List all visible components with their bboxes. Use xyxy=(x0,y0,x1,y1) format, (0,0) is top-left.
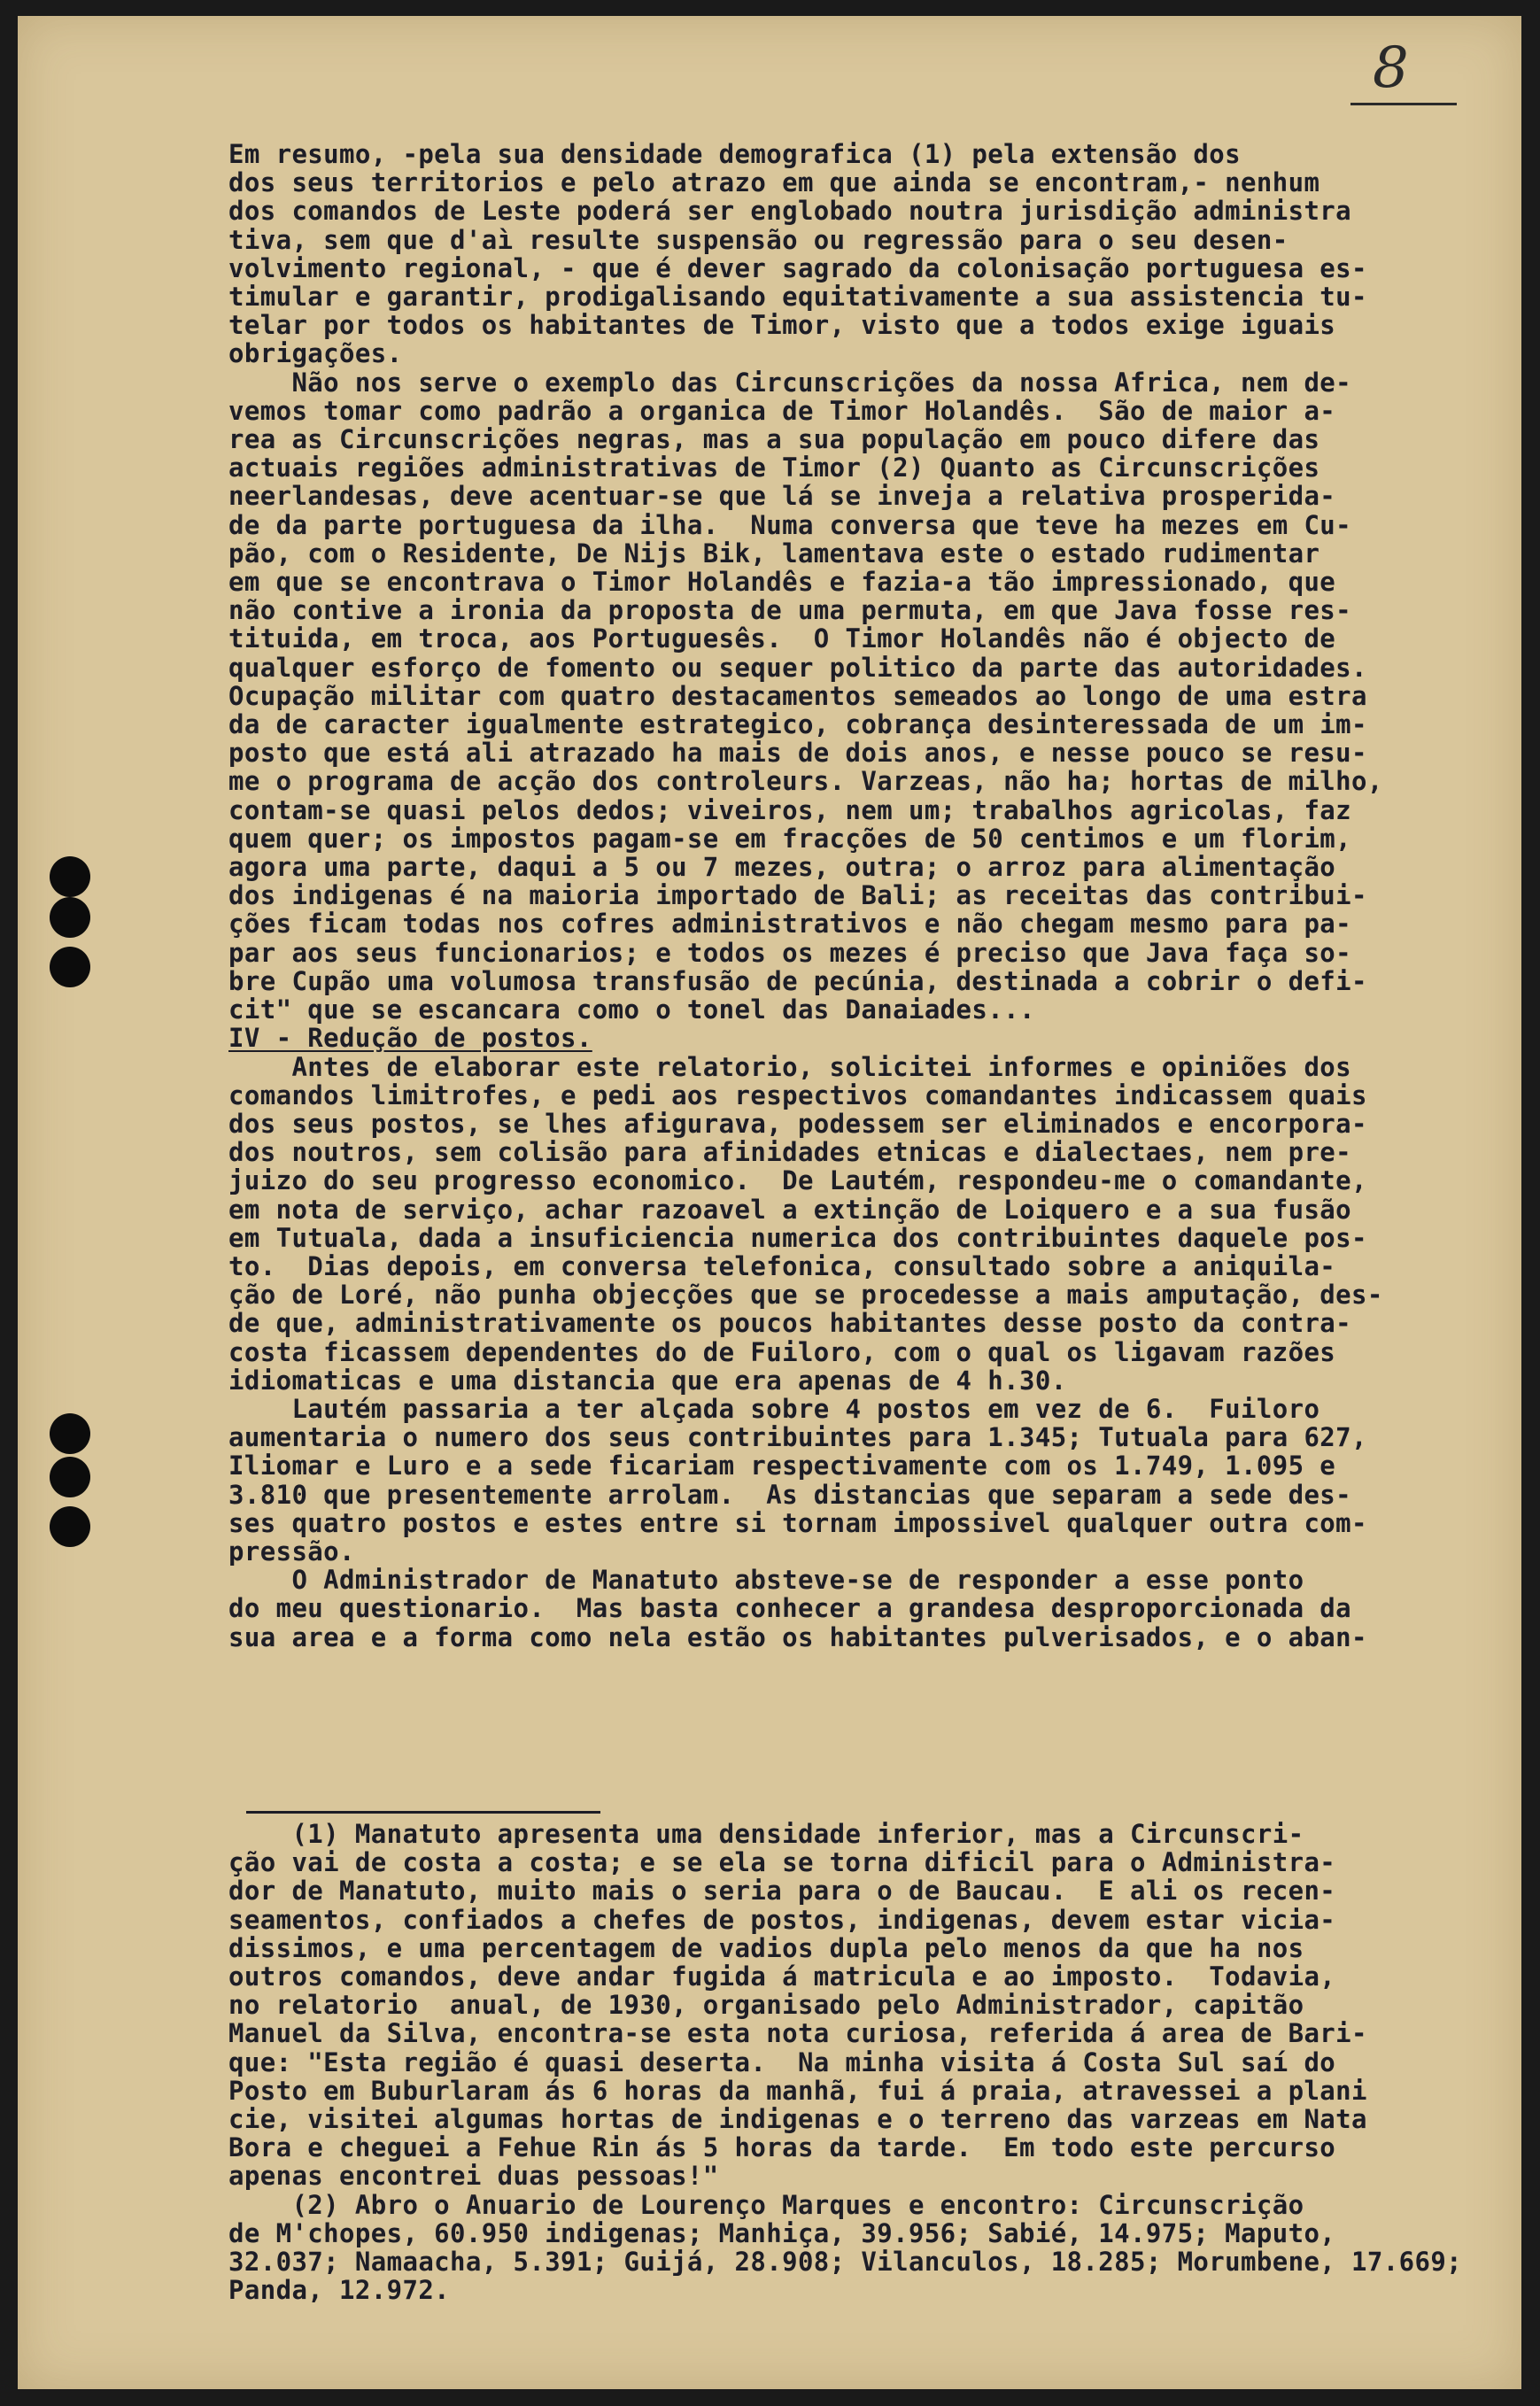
footnote-line: outros comandos, deve andar fugida á matricula e ao imposto. Todavia, xyxy=(228,1961,1336,1992)
text-line: telar por todos os habitantes de Timor, visto que a todos exige iguais xyxy=(228,310,1336,341)
page-number-underline xyxy=(1350,103,1457,105)
text-line: dos noutros, sem colisão para afinidades etnicas e dialectaes, nem pre- xyxy=(228,1137,1352,1168)
text-line: volvimento regional, - que é dever sagrado da colonisação portuguesa es- xyxy=(228,252,1367,283)
text-line: sua area e a forma como nela estão os habitantes pulverisados, e o aban- xyxy=(228,1621,1367,1652)
footnote-line: que: "Esta região é quasi deserta. Na minha visita á Costa Sul saí do xyxy=(228,2046,1336,2077)
text-line: to. Dias depois, em conversa telefonica, consultado sobre a aniquila- xyxy=(228,1250,1336,1281)
section-heading: IV - Redução de postos. xyxy=(228,1023,592,1054)
text-line: posto que está ali atrazado ha mais de dois anos, e nesse pouco se resu- xyxy=(228,738,1367,769)
text-line: comandos limitrofes, e pedi aos respectivos comandantes indicassem quais xyxy=(228,1079,1367,1110)
footnote-line: (1) Manatuto apresenta uma densidade inferior, mas a Circunscri- xyxy=(228,1819,1304,1849)
text-line: do meu questionario. Mas basta conhecer a grandesa desproporcionada da xyxy=(228,1593,1352,1624)
text-line: aumentaria o numero dos seus contribuintes para 1.345; Tutuala para 627, xyxy=(228,1422,1367,1453)
body-text xyxy=(228,140,1513,1652)
text-line: em que se encontrava o Timor Holandês e fazia-a tão impressionado, que xyxy=(228,567,1336,598)
text-line: em nota de serviço, achar razoavel a extinção de Loiquero e a sua fusão xyxy=(228,1194,1352,1225)
text-line: obrigações. xyxy=(228,338,403,369)
text-line: 3.810 que presentemente arrolam. As distancias que separam a sede des- xyxy=(228,1479,1352,1510)
footnote-line: dor de Manatuto, muito mais o seria para o de Baucau. E ali os recen- xyxy=(228,1876,1336,1907)
footnote-line: seamentos, confiados a chefes de postos, indigenas, devem estar vicia- xyxy=(228,1904,1336,1935)
footnote-line: Panda, 12.972. xyxy=(228,2275,451,2306)
footnote-line: no relatorio anual, de 1930, organisado pelo Administrador, capitão xyxy=(228,1990,1304,2021)
page-number: 8 xyxy=(1373,35,1409,101)
text-line: Lautém passaria a ter alçada sobre 4 postos em vez de 6. Fuiloro xyxy=(228,1393,1320,1424)
text-line: bre Cupão uma volumosa transfusão de pecúnia, destinada a cobrir o defi- xyxy=(228,965,1367,996)
footnote-line: ção vai de costa a costa; e se ela se torna dificil para o Administra- xyxy=(228,1847,1336,1878)
punch-hole xyxy=(50,1457,90,1497)
text-line: quem quer; os impostos pagam-se em fracções de 50 centimos e um florim, xyxy=(228,823,1352,854)
text-line: Ocupação militar com quatro destacamentos semeados ao longo de uma estra xyxy=(228,680,1367,711)
text-line: ses quatro postos e estes entre si tornam impossivel qualquer outra com- xyxy=(228,1507,1367,1538)
text-line: vemos tomar como padrão a organica de Timor Holandês. São de maior a- xyxy=(228,395,1336,426)
text-line: Iliomar e Luro e a sede ficariam respectivamente com os 1.749, 1.095 e xyxy=(228,1451,1336,1482)
footnote-line: Posto em Buburlaram ás 6 horas da manhã, fui á praia, atravessei a plani xyxy=(228,2075,1367,2106)
footnote-line: Manuel da Silva, encontra-se esta nota curiosa, referida á area de Bari- xyxy=(228,2018,1367,2049)
text-line: pressão. xyxy=(228,1536,355,1567)
text-line: agora uma parte, daqui a 5 ou 7 mezes, outra; o arroz para alimentação xyxy=(228,852,1336,883)
footnote-line: dissimos, e uma percentagem de vadios dupla pelo menos da que ha nos xyxy=(228,1932,1304,1963)
text-line: actuais regiões administrativas de Timor (2) Quanto as Circunscrições xyxy=(228,453,1320,484)
text-line: tituida, em troca, aos Portuguesês. O Timor Holandês não é objecto de xyxy=(228,623,1336,654)
text-line: neerlandesas, deve acentuar-se que lá se inveja a relativa prosperida- xyxy=(228,481,1336,512)
text-line: timular e garantir, prodigalisando equitativamente a sua assistencia tu- xyxy=(228,282,1367,313)
text-line: dos comandos de Leste poderá ser englobado noutra jurisdição administra xyxy=(228,196,1352,227)
text-line: tiva, sem que d'aì resulte suspensão ou regressão para o seu desen- xyxy=(228,224,1288,255)
footnote-line: de M'chopes, 60.950 indigenas; Manhiça, 39.956; Sabié, 14.975; Maputo, xyxy=(228,2217,1336,2248)
footnote-separator xyxy=(246,1811,600,1814)
footnote-line: apenas encontrei duas pessoas!" xyxy=(228,2161,719,2192)
text-line: par aos seus funcionarios; e todos os mezes é preciso que Java faça so- xyxy=(228,937,1352,968)
text-line: O Administrador de Manatuto absteve-se de responder a esse ponto xyxy=(228,1565,1304,1596)
text-line: dos seus postos, se lhes afigurava, podessem ser eliminados e encorpora- xyxy=(228,1108,1367,1139)
text-line: pão, com o Residente, De Nijs Bik, lamentava este o estado rudimentar xyxy=(228,538,1320,569)
punch-hole xyxy=(50,1413,90,1454)
text-line: costa ficassem dependentes do de Fuiloro, com o qual os ligavam razões xyxy=(228,1336,1336,1367)
footnote-line: 32.037; Namaacha, 5.391; Guijá, 28.908; Vilanculos, 18.285; Morumbene, 17.669; xyxy=(228,2247,1463,2278)
text-line: da de caracter igualmente estrategico, cobrança desinteressada de um im- xyxy=(228,709,1367,740)
footnotes xyxy=(228,1820,1513,2304)
text-line: dos seus territorios e pelo atrazo em que ainda se encontram,- nenhum xyxy=(228,167,1320,198)
text-line: cit" que se escancara como o tonel das Danaiades... xyxy=(228,994,1035,1025)
text-line: Antes de elaborar este relatorio, solicitei informes e opiniões dos xyxy=(228,1051,1352,1082)
text-line: idiomaticas e uma distancia que era apenas de 4 h.30. xyxy=(228,1365,1067,1396)
punch-hole xyxy=(50,856,90,897)
text-line: Em resumo, -pela sua densidade demografica (1) pela extensão dos xyxy=(228,139,1242,169)
text-line: juizo do seu progresso economico. De Lautém, respondeu-me o comandante, xyxy=(228,1165,1367,1196)
punch-hole xyxy=(50,947,90,987)
text-line: dos indigenas é na maioria importado de Bali; as receitas das contribui- xyxy=(228,880,1367,911)
text-line: me o programa de acção dos controleurs. Varzeas, não ha; hortas de milho, xyxy=(228,766,1383,797)
text-line: em Tutuala, dada a insuficiencia numerica dos contribuintes daquele pos- xyxy=(228,1222,1367,1253)
footnote-line: (2) Abro o Anuario de Lourenço Marques e encontro: Circunscrição xyxy=(228,2189,1304,2220)
text-line: contam-se quasi pelos dedos; viveiros, nem um; trabalhos agricolas, faz xyxy=(228,794,1352,825)
punch-hole xyxy=(50,897,90,938)
text-line: não contive a ironia da proposta de uma permuta, em que Java fosse res- xyxy=(228,595,1352,626)
punch-hole xyxy=(50,1506,90,1547)
text-line: ções ficam todas nos cofres administrativos e não chegam mesmo para pa- xyxy=(228,909,1352,940)
text-line: rea as Circunscrições negras, mas a sua população em pouco difere das xyxy=(228,424,1320,455)
text-line: de da parte portuguesa da ilha. Numa conversa que teve ha mezes em Cu- xyxy=(228,509,1352,540)
text-line: Não nos serve o exemplo das Circunscrições da nossa Africa, nem de- xyxy=(228,367,1352,398)
text-line: qualquer esforço de fomento ou sequer politico da parte das autoridades. xyxy=(228,652,1367,683)
text-line: de que, administrativamente os poucos habitantes desse posto da contra- xyxy=(228,1308,1352,1339)
footnote-line: cie, visitei algumas hortas de indigenas e o terreno das varzeas em Nata xyxy=(228,2104,1367,2135)
footnote-line: Bora e cheguei a Fehue Rin ás 5 horas da tarde. Em todo este percurso xyxy=(228,2132,1336,2163)
text-line: ção de Loré, não punha objecções que se procedesse a mais amputação, des- xyxy=(228,1280,1383,1311)
